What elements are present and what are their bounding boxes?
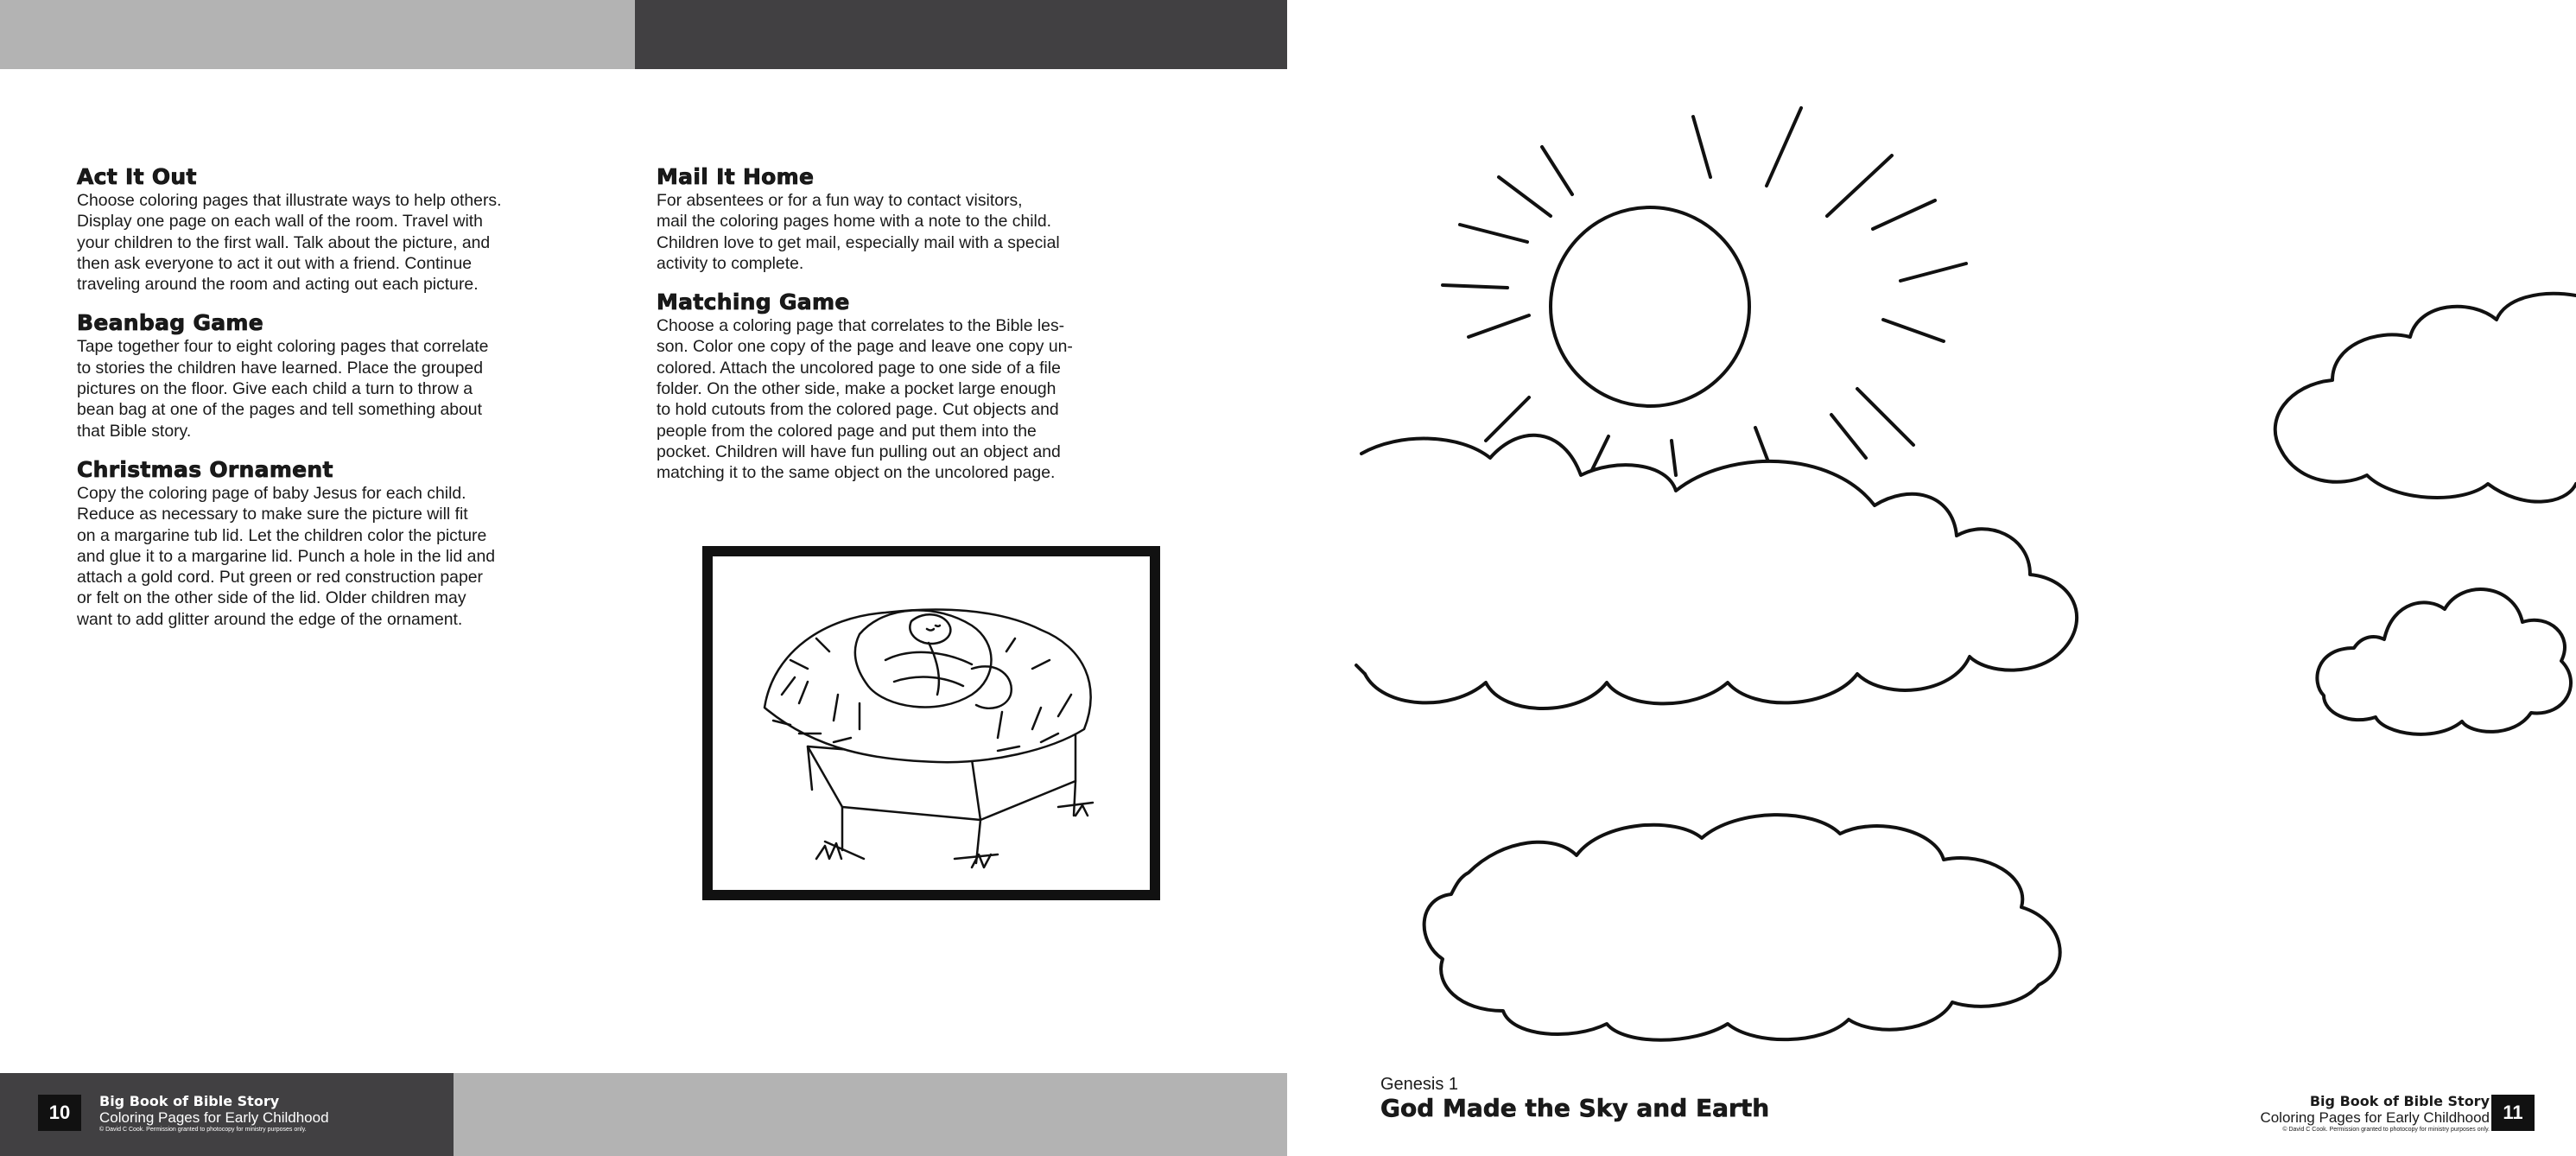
scripture-reference: Genesis 1	[1380, 1075, 1459, 1094]
section-heading: Christmas Ornament	[77, 456, 333, 482]
section-heading: Matching Game	[657, 289, 850, 315]
book-footer-left	[99, 1094, 329, 1134]
body-line: then ask everyone to act it out with a friend. Continue	[77, 253, 473, 273]
activities-column-right	[657, 164, 1202, 499]
body-line: want to add glitter around the edge of the ornament.	[77, 609, 463, 629]
section-body	[657, 190, 1202, 274]
body-line: Copy the coloring page of baby Jesus for each child.	[77, 483, 466, 503]
header-bar-dark	[635, 0, 1287, 69]
sky-coloring-picture	[1348, 78, 2576, 1063]
book-subtitle: Coloring Pages for Early Childhood	[99, 1109, 329, 1126]
copyright-line: © David C Cook. Permission granted to photocopy for ministry purposes only.	[2282, 1127, 2490, 1133]
body-line: to hold cutouts from the colored page. Cut objects and	[657, 400, 1059, 420]
copyright-line: © David C Cook. Permission granted to photocopy for ministry purposes only.	[99, 1127, 307, 1133]
body-line: pictures on the floor. Give each child a turn to throw a	[77, 379, 473, 399]
body-line: pocket. Children will have fun pulling out an object and	[657, 441, 1061, 461]
body-line: matching it to the same object on the uncolored page.	[657, 463, 1056, 483]
body-line: people from the colored page and put them into the	[657, 421, 1037, 441]
section-body	[77, 190, 623, 295]
sun-icon	[1551, 207, 1749, 406]
book-title: Big Book of Bible Story	[99, 1093, 280, 1109]
body-line: bean bag at one of the pages and tell something about	[77, 400, 482, 420]
activities-column-left	[77, 164, 623, 645]
section-body	[657, 315, 1202, 483]
cloud-large	[1361, 435, 2077, 708]
body-line: on a margarine tub lid. Let the children color the picture	[77, 525, 487, 545]
body-line: folder. On the other side, make a pocket large enough	[657, 379, 1056, 399]
header-bar-light	[0, 0, 635, 69]
story-title: God Made the Sky and Earth	[1380, 1094, 1770, 1122]
body-line: Choose coloring pages that illustrate ways to help others.	[77, 191, 502, 210]
body-line: son. Color one copy of the page and leave one copy un-	[657, 337, 1073, 357]
page-number-right: 11	[2491, 1095, 2535, 1131]
book-footer-right	[2260, 1094, 2490, 1134]
section-heading: Mail It Home	[657, 164, 815, 189]
body-line: Choose a coloring page that correlates to the Bible les-	[657, 316, 1065, 336]
body-line: or felt on the other side of the lid. Older children may	[77, 588, 466, 608]
section-heading: Act It Out	[77, 164, 197, 189]
page-number-left: 10	[38, 1095, 81, 1131]
book-title: Big Book of Bible Story	[2309, 1093, 2490, 1109]
body-line: and glue it to a margarine lid. Punch a hole in the lid and	[77, 546, 496, 566]
body-line: colored. Attach the uncolored page to one side of a file	[657, 358, 1061, 378]
book-subtitle: Coloring Pages for Early Childhood	[2260, 1109, 2490, 1126]
body-line: traveling around the room and acting out each picture.	[77, 275, 479, 295]
body-line: Tape together four to eight coloring pages that correlate	[77, 337, 489, 357]
section-heading: Beanbag Game	[77, 310, 264, 336]
baby-jesus-manger-picture	[702, 546, 1160, 900]
cloud-top-right	[2275, 294, 2576, 502]
section-body	[77, 336, 623, 441]
body-line: that Bible story.	[77, 421, 192, 441]
cloud-bottom	[1424, 815, 2060, 1040]
section-body	[77, 483, 623, 630]
footer-bar-light	[454, 1073, 1287, 1156]
body-line: attach a gold cord. Put green or red construction paper	[77, 568, 483, 588]
body-line: Reduce as necessary to make sure the picture will fit	[77, 505, 468, 524]
body-line: to stories the children have learned. Place the grouped	[77, 358, 483, 378]
body-line: Display one page on each wall of the room. Travel with	[77, 212, 483, 232]
body-line: your children to the first wall. Talk about the picture, and	[77, 232, 491, 252]
cloud-mid-right	[2317, 589, 2571, 734]
manger-illustration	[713, 556, 1150, 890]
body-line: For absentees or for a fun way to contact visitors,	[657, 191, 1023, 210]
body-line: activity to complete.	[657, 253, 804, 273]
body-line: mail the coloring pages home with a note to the child.	[657, 212, 1052, 232]
body-line: Children love to get mail, especially mail with a special	[657, 232, 1060, 252]
